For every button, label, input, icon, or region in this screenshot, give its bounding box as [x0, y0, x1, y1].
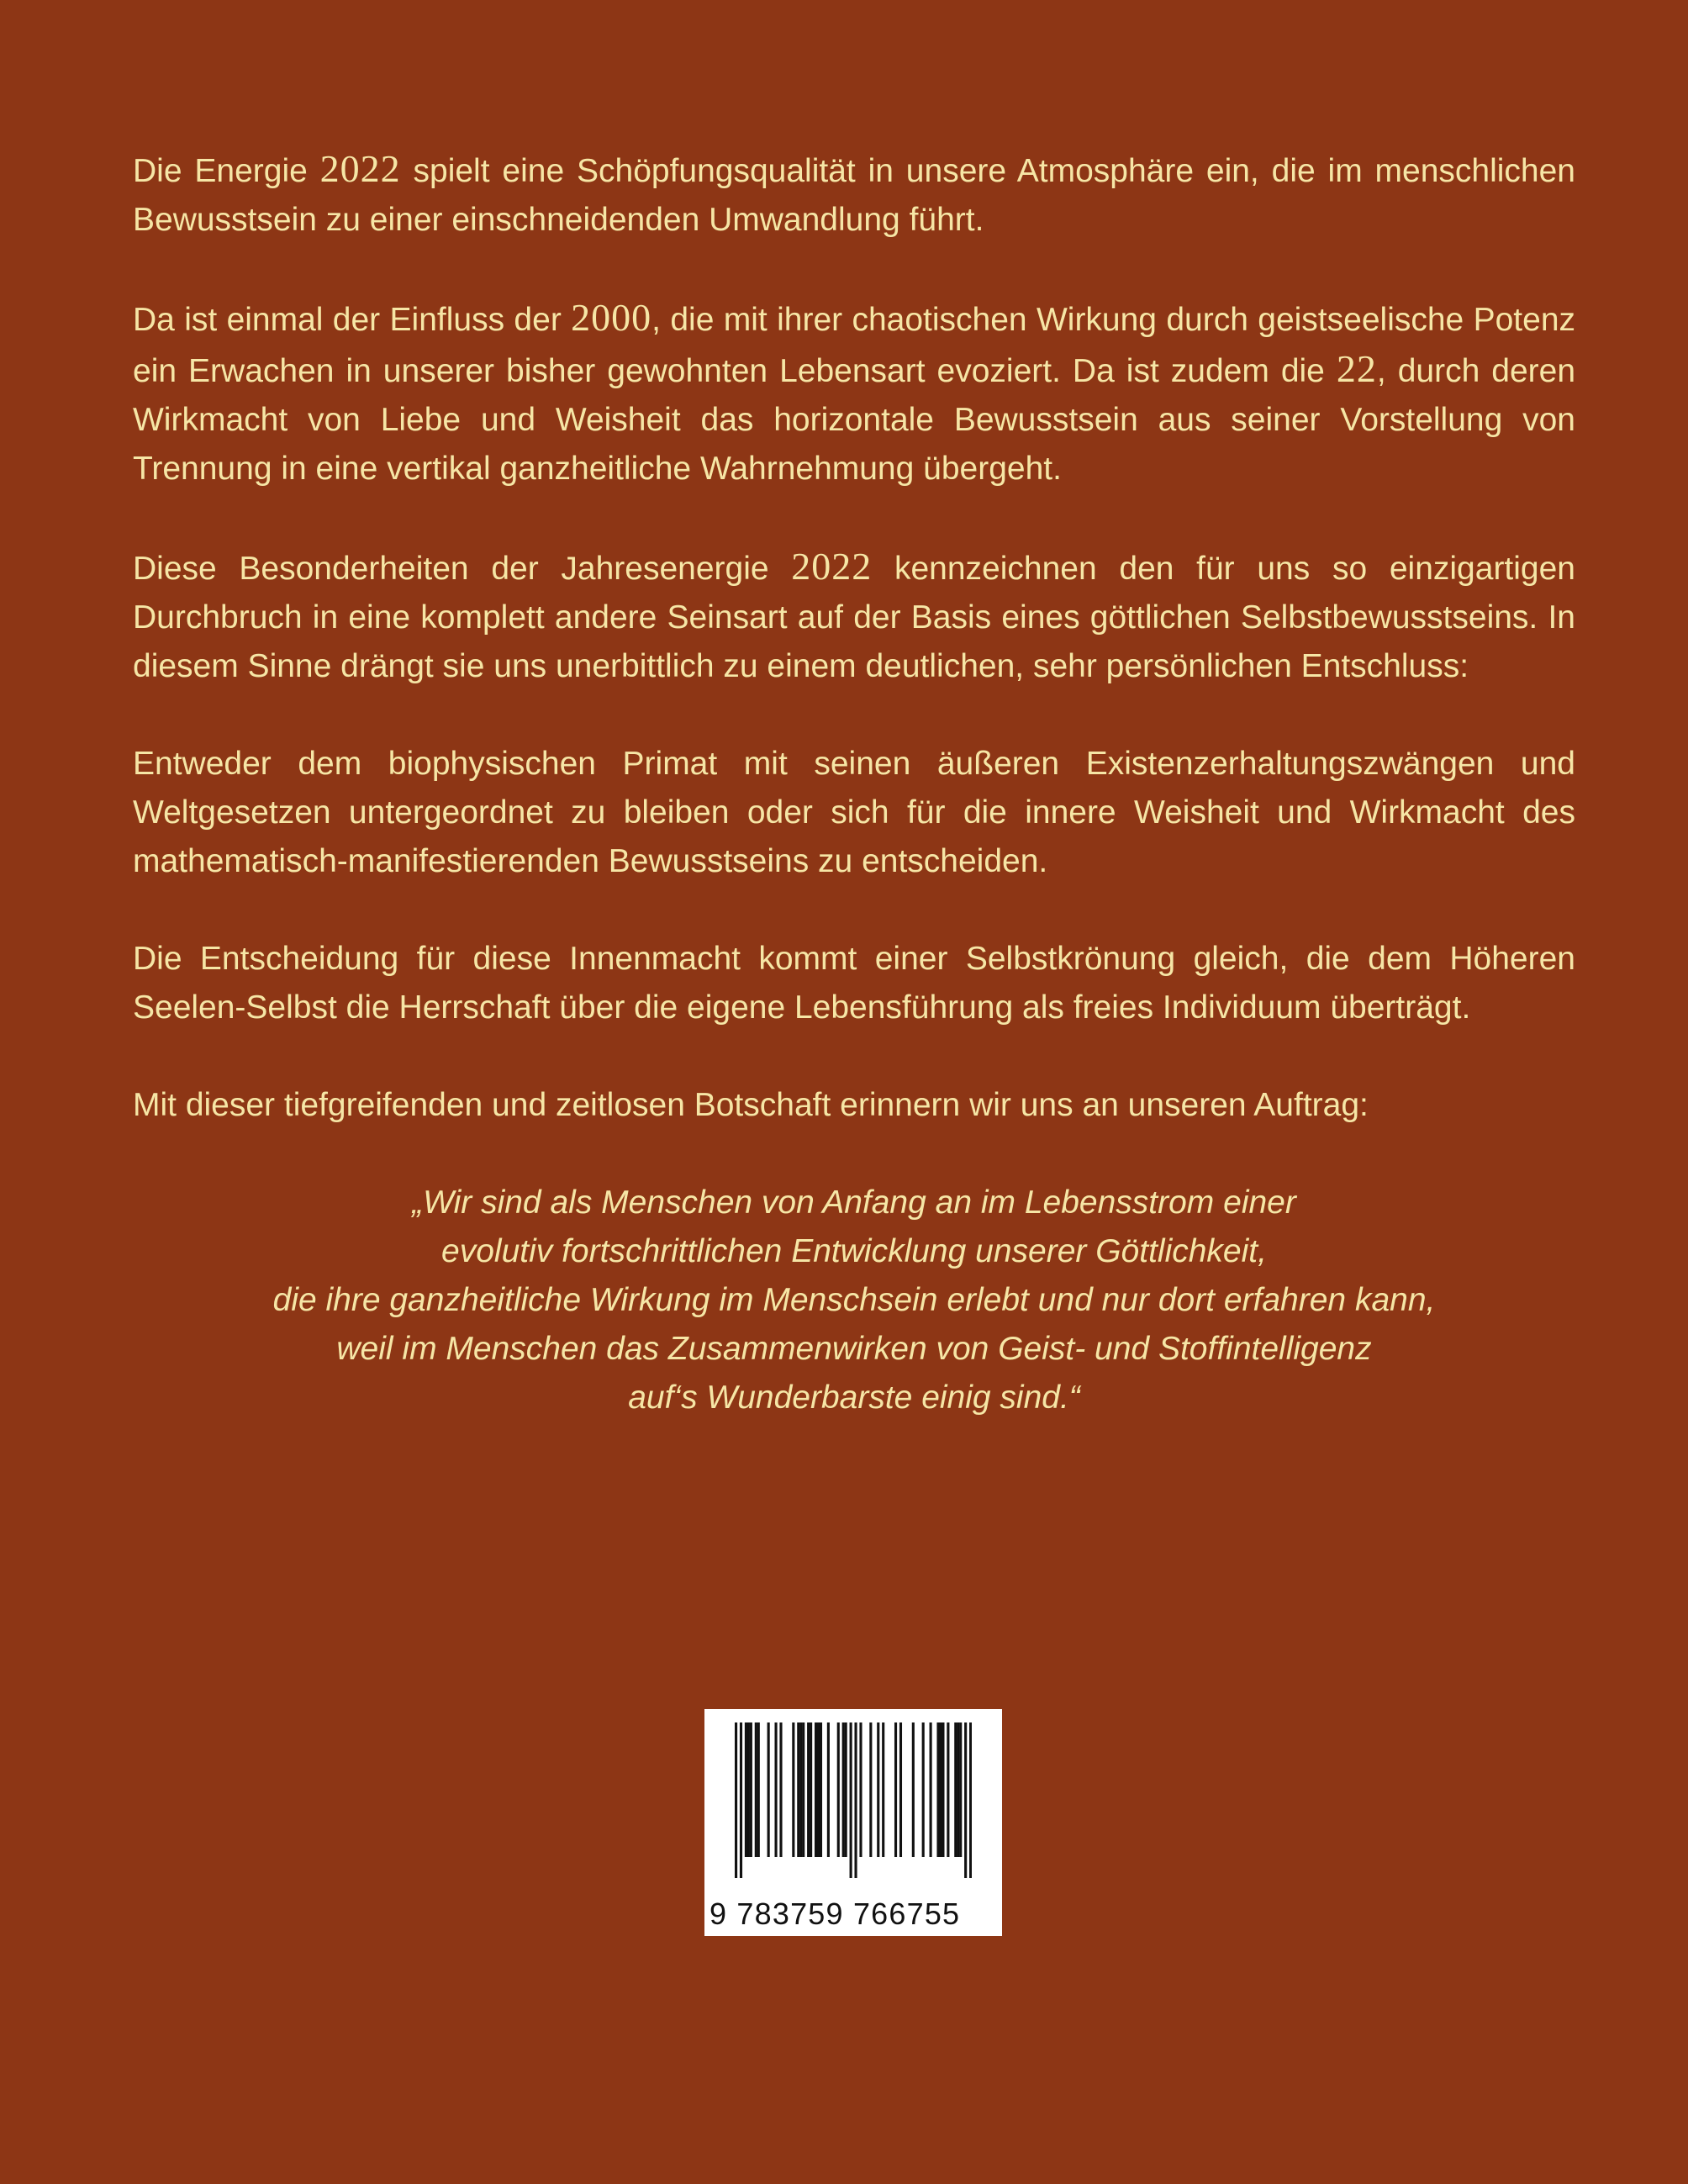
barcode-bar	[837, 1722, 840, 1857]
paragraph-2	[133, 293, 1575, 493]
barcode-bar	[922, 1722, 925, 1857]
paragraph-text: , die mit ihrer chaotischen Wirkung durch geistseelische Potenz ein Erwachen in unserer bisher gewohnten Lebensart evoziert. Da ist zudem die	[133, 302, 1576, 389]
barcode-bar	[850, 1722, 852, 1878]
barcode-bar	[842, 1722, 845, 1857]
paragraph-text: spielt eine Schöpfungsqualität in unsere Atmosphäre ein, die im menschlichen Bewusstsein zu einer einschneidenden Umwandlung führt.	[133, 153, 1575, 238]
barcode-bar	[740, 1722, 742, 1878]
barcode-bar	[969, 1722, 972, 1878]
quote-line: die ihre ganzheitliche Wirkung im Menschsein erlebt und nur dort erfahren kann,	[272, 1282, 1436, 1318]
barcode-bar	[802, 1722, 804, 1857]
barcode-bar	[735, 1722, 737, 1878]
barcode-bar	[845, 1722, 847, 1857]
barcode-bar	[959, 1722, 962, 1857]
barcode-bar	[964, 1722, 967, 1878]
paragraph-text: Die Energie	[133, 153, 320, 189]
barcode-bar	[894, 1722, 897, 1857]
barcode-bar	[799, 1722, 802, 1857]
blurb-text	[133, 145, 1575, 1422]
paragraph-4	[133, 740, 1575, 886]
barcode-bar	[942, 1722, 944, 1857]
quote-line: evolutiv fortschrittlichen Entwicklung unserer Göttlichkeit,	[441, 1233, 1267, 1269]
barcode-bar	[930, 1722, 932, 1857]
barcode-bar	[750, 1722, 752, 1857]
barcode-bar	[810, 1722, 812, 1857]
barcode-bar	[954, 1722, 957, 1857]
paragraph-text: Mit dieser tiefgreifenden und zeitlosen Botschaft erinnern wir uns an unseren Auftrag:	[133, 1087, 1369, 1123]
paragraph-5	[133, 935, 1575, 1032]
barcode-bar	[854, 1722, 857, 1878]
barcode-bar	[792, 1722, 794, 1857]
barcode-bar	[899, 1722, 902, 1857]
barcode-bar	[768, 1722, 770, 1857]
barcode-bar	[827, 1722, 830, 1857]
quote-line: „Wir sind als Menschen von Anfang an im Lebensstrom einer	[412, 1184, 1296, 1221]
barcode-bar	[815, 1722, 817, 1857]
paragraph-text: , durch deren Wirkmacht von Liebe und Weisheit das horizontale Bewusstsein aus seiner Vorstellung von Trennung in eine vertikal ganzheitliche Wahrnehmung übergeht.	[133, 353, 1576, 487]
year-number: 22	[1336, 347, 1377, 390]
year-number: 2000	[571, 296, 652, 339]
barcode-bar	[936, 1722, 939, 1857]
paragraph-text: Diese Besonderheiten der Jahresenergie	[133, 551, 792, 587]
barcode-bar	[797, 1722, 799, 1857]
barcode-bar	[807, 1722, 810, 1857]
barcode-bar	[939, 1722, 942, 1857]
paragraph-3	[133, 542, 1575, 691]
barcode-bar	[859, 1722, 862, 1857]
paragraph-6	[133, 1081, 1575, 1130]
paragraph-1	[133, 145, 1575, 245]
barcode-bar	[957, 1722, 959, 1857]
closing-quote	[133, 1179, 1575, 1422]
barcode-bar	[820, 1722, 822, 1857]
paragraph-text: Entweder dem biophysischen Primat mit seinen äußeren Existenzerhaltungszwängen und Weltgesetzen untergeordnet zu bleiben oder sich für die innere Weisheit und Wirkmacht des mathematisch-manifestierenden Bewusstseins zu entscheiden.	[133, 746, 1575, 879]
quote-line: weil im Menschen das Zusammenwirken von Geist- und Stoffintelligenz	[336, 1331, 1372, 1367]
year-number: 2022	[791, 545, 873, 588]
barcode-bar	[912, 1722, 915, 1857]
barcode-bar	[755, 1722, 757, 1857]
isbn-digits: 9 783759 766755	[709, 1896, 961, 1931]
paragraph-text: kennzeichnen den für uns so einzigartigen Durchbruch in eine komplett andere Seinsart auf der Basis eines göttlichen Selbstbewusstseins. In diesem Sinne drängt sie uns unerbittlich zu einem deutlichen, sehr persönlichen Entschluss:	[133, 551, 1575, 684]
barcode-bar	[757, 1722, 760, 1857]
barcode-bar	[869, 1722, 872, 1857]
quote-line: auf‘s Wunderbarste einig sind.“	[628, 1380, 1080, 1416]
barcode-bar	[817, 1722, 820, 1857]
barcode-bar	[774, 1722, 777, 1857]
paragraph-text: Die Entscheidung für diese Innenmacht kommt einer Selbstkrönung gleich, die dem Höheren Seelen-Selbst die Herrschaft über die eigene Lebensführung als freies Individuum überträgt.	[133, 941, 1575, 1026]
paragraph-text: Da ist einmal der Einfluss der	[133, 302, 572, 338]
barcode-bar	[747, 1722, 750, 1857]
barcode-bars	[735, 1722, 972, 1878]
isbn-barcode	[704, 1709, 1002, 1936]
barcode-bar	[947, 1722, 949, 1857]
barcode-bar	[745, 1722, 747, 1857]
year-number: 2022	[319, 147, 401, 190]
barcode-bar	[882, 1722, 884, 1857]
barcode-bar	[779, 1722, 782, 1857]
barcode-bar	[877, 1722, 879, 1857]
blurb-paragraphs	[133, 145, 1575, 1130]
